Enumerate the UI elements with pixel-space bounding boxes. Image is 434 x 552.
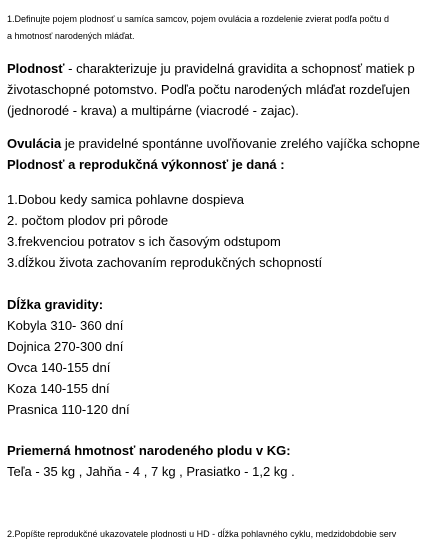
question-1-line-2: a hmotnosť narodených mláďat.	[7, 31, 135, 41]
hmotnost-values: Teľa - 35 kg , Jahňa - 4 , 7 kg , Prasiatko - 1,2 kg .	[7, 464, 295, 479]
question-1-line-1: 1.Definujte pojem plodnosť u samíca samcov, pojem ovulácia a rozdelenie zvierat podľa počtu d	[7, 14, 390, 24]
gravidita-item-koza: Koza 140-155 dní	[7, 381, 110, 396]
reprodukcna-item-4: 3.dĺžkou života zachovaním reprodukčných schopností	[7, 255, 323, 270]
question-2: 2.Popíšte reprodukčné ukazovatele plodnosti u HD - dĺžka pohlavného cyklu, medzidobdobie serv	[7, 529, 397, 539]
gravidita-item-prasnica: Prasnica 110-120 dní	[7, 402, 130, 417]
reprodukcna-item-3: 3.frekvenciou potratov s ich časovým odstupom	[7, 234, 281, 249]
plodnost-definition-line-3: (jednorodé - krava) a multipárne (viacrodé - zajac).	[7, 103, 299, 118]
reprodukcna-item-2: 2. počtom plodov pri pôrode	[7, 213, 169, 228]
ovulacia-definition	[7, 136, 420, 152]
gravidita-item-dojnica: Dojnica 270-300 dní	[7, 339, 124, 354]
plodnost-term: Plodnosť	[7, 61, 65, 76]
reprodukcna-heading: Plodnosť a reprodukčná výkonnosť je daná :	[7, 157, 285, 172]
gravidita-item-ovca: Ovca 140-155 dní	[7, 360, 111, 375]
ovulacia-definition-text: je pravidelné spontánne uvoľňovanie zrelého vajíčka schopne	[61, 136, 420, 151]
ovulacia-term: Ovulácia	[7, 136, 62, 151]
plodnost-definition-text: - charakterizuje ju pravidelná gravidita a schopnosť matiek p	[64, 61, 415, 76]
gravidita-item-kobyla: Kobyla 310- 360 dní	[7, 318, 124, 333]
gravidita-heading: Dĺžka gravidity:	[7, 297, 104, 312]
plodnost-definition-line-2: životaschopné potomstvo. Podľa počtu narodených mláďat rozdeľujen	[7, 82, 410, 97]
hmotnost-heading: Priemerná hmotnosť narodeného plodu v KG:	[7, 443, 291, 458]
reprodukcna-item-1: 1.Dobou kedy samica pohlavne dospieva	[7, 192, 245, 207]
plodnost-definition-line-1	[7, 61, 415, 77]
